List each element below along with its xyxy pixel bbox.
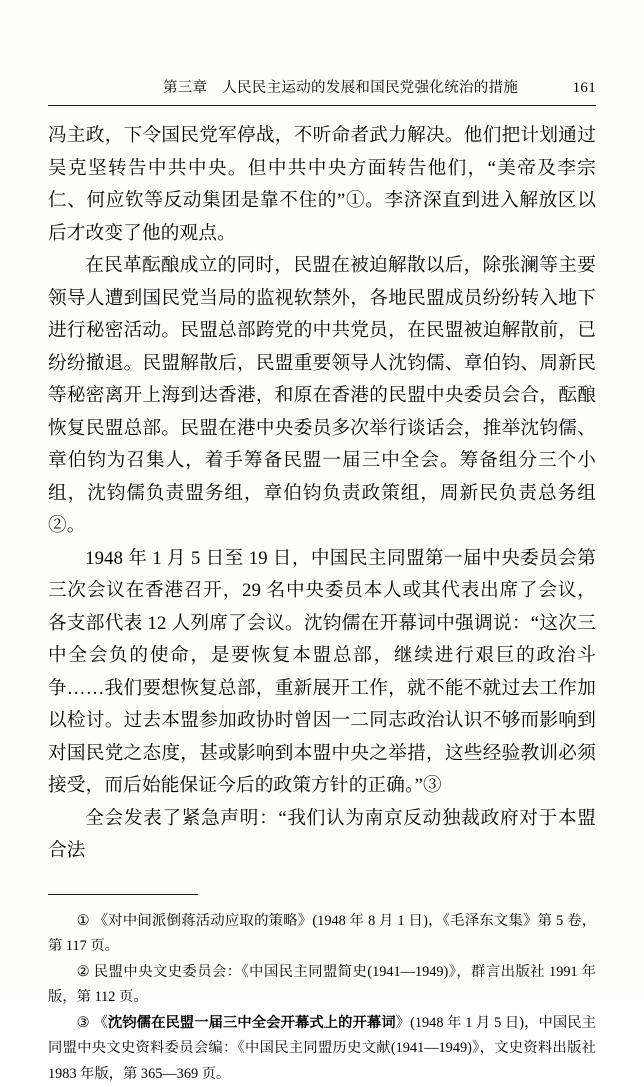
paragraph-4: 全会发表了紧急声明：“我们认为南京反动独裁政府对于本盟合法 [48,803,596,868]
footnote-marker-1: ① [77,913,90,929]
footnote-text-1: 《对中间派倒蒋活动应取的策略》(1948 年 8 月 1 日)，《毛泽东文集》第 5 卷，第 117 页。 [48,913,596,955]
paragraph-3: 1948 年 1 月 5 日至 19 日，中国民主同盟第一届中央委员会第三次会议在香港召开，29 名中央委员本人或其代表出席了会议，各支部代表 12 人列席了会议。沈钧儒在开幕词中强调说：“这次三中全会负的使命，是要恢复本盟总部，继续进行艰巨的政治斗争……我们要想恢复总部，重新展开工作，就不能不就过去工作加以检讨。过去本盟参加政协时曾因一二同志政治认识不够而影响到对国民党之态度，甚或影响到本盟中央之举措，这些经验教训必须接受，而后始能保证今后的政策方针的正确。”③ [48,543,596,803]
footnote-marker-2: ② [77,964,90,980]
footnote-divider [48,894,198,895]
page-number: 161 [573,80,596,97]
footnote-text-2: 民盟中央文史委员会：《中国民主同盟简史(1941—1949)》，群言出版社 1991 年版，第 112 页。 [48,964,596,1006]
footnote-text-3: 》(1948 年 1 月 5 日)，中国民主同盟中央文史资料委员会编：《中国民主同盟历史文献(1941—1949)》，文史资料出版社 1983 年版，第 365—369 页。 [48,1015,596,1082]
page-content [48,76,596,1087]
header-chapter-title: 第三章 人民民主运动的发展和国民党强化统治的措施 [163,76,518,97]
body-text [48,120,596,868]
header-divider [48,105,596,106]
paragraph-2: 在民革酝酿成立的同时，民盟在被迫解散以后，除张澜等主要领导人遭到国民党当局的监视软禁外，各地民盟成员纷纷转入地下进行秘密活动。民盟总部跨党的中共党员，在民盟被迫解散前，已纷纷撤退。民盟解散后，民盟重要领导人沈钧儒、章伯钧、周新民等秘密离开上海到达香港，和原在香港的民盟中央委员会合，酝酿恢复民盟总部。民盟在港中央委员多次举行谈话会，推举沈钧儒、章伯钧为召集人，着手筹备民盟一届三中全会。筹备组分三个小组，沈钧儒负责盟务组，章伯钧负责政策组，周新民负责总务组②。 [48,250,596,543]
running-header [48,76,596,103]
footnote-3 [48,1011,596,1087]
footnote-2 [48,960,596,1011]
footnote-text-3-pre: 《 [94,1015,108,1031]
footnote-1 [48,909,596,960]
footnote-text-3-bold: 沈钧儒在民盟一届三中全会开幕式上的开幕词 [108,1015,396,1031]
paragraph-1: 冯主政，下令国民党军停战，不听命者武力解决。他们把计划通过吴克坚转告中共中央。但中共中央方面转告他们，“美帝及李宗仁、何应钦等反动集团是靠不住的”①。李济深直到进入解放区以后才改变了他的观点。 [48,120,596,250]
footnote-marker-3: ③ [77,1015,90,1031]
footnotes [48,909,596,1087]
